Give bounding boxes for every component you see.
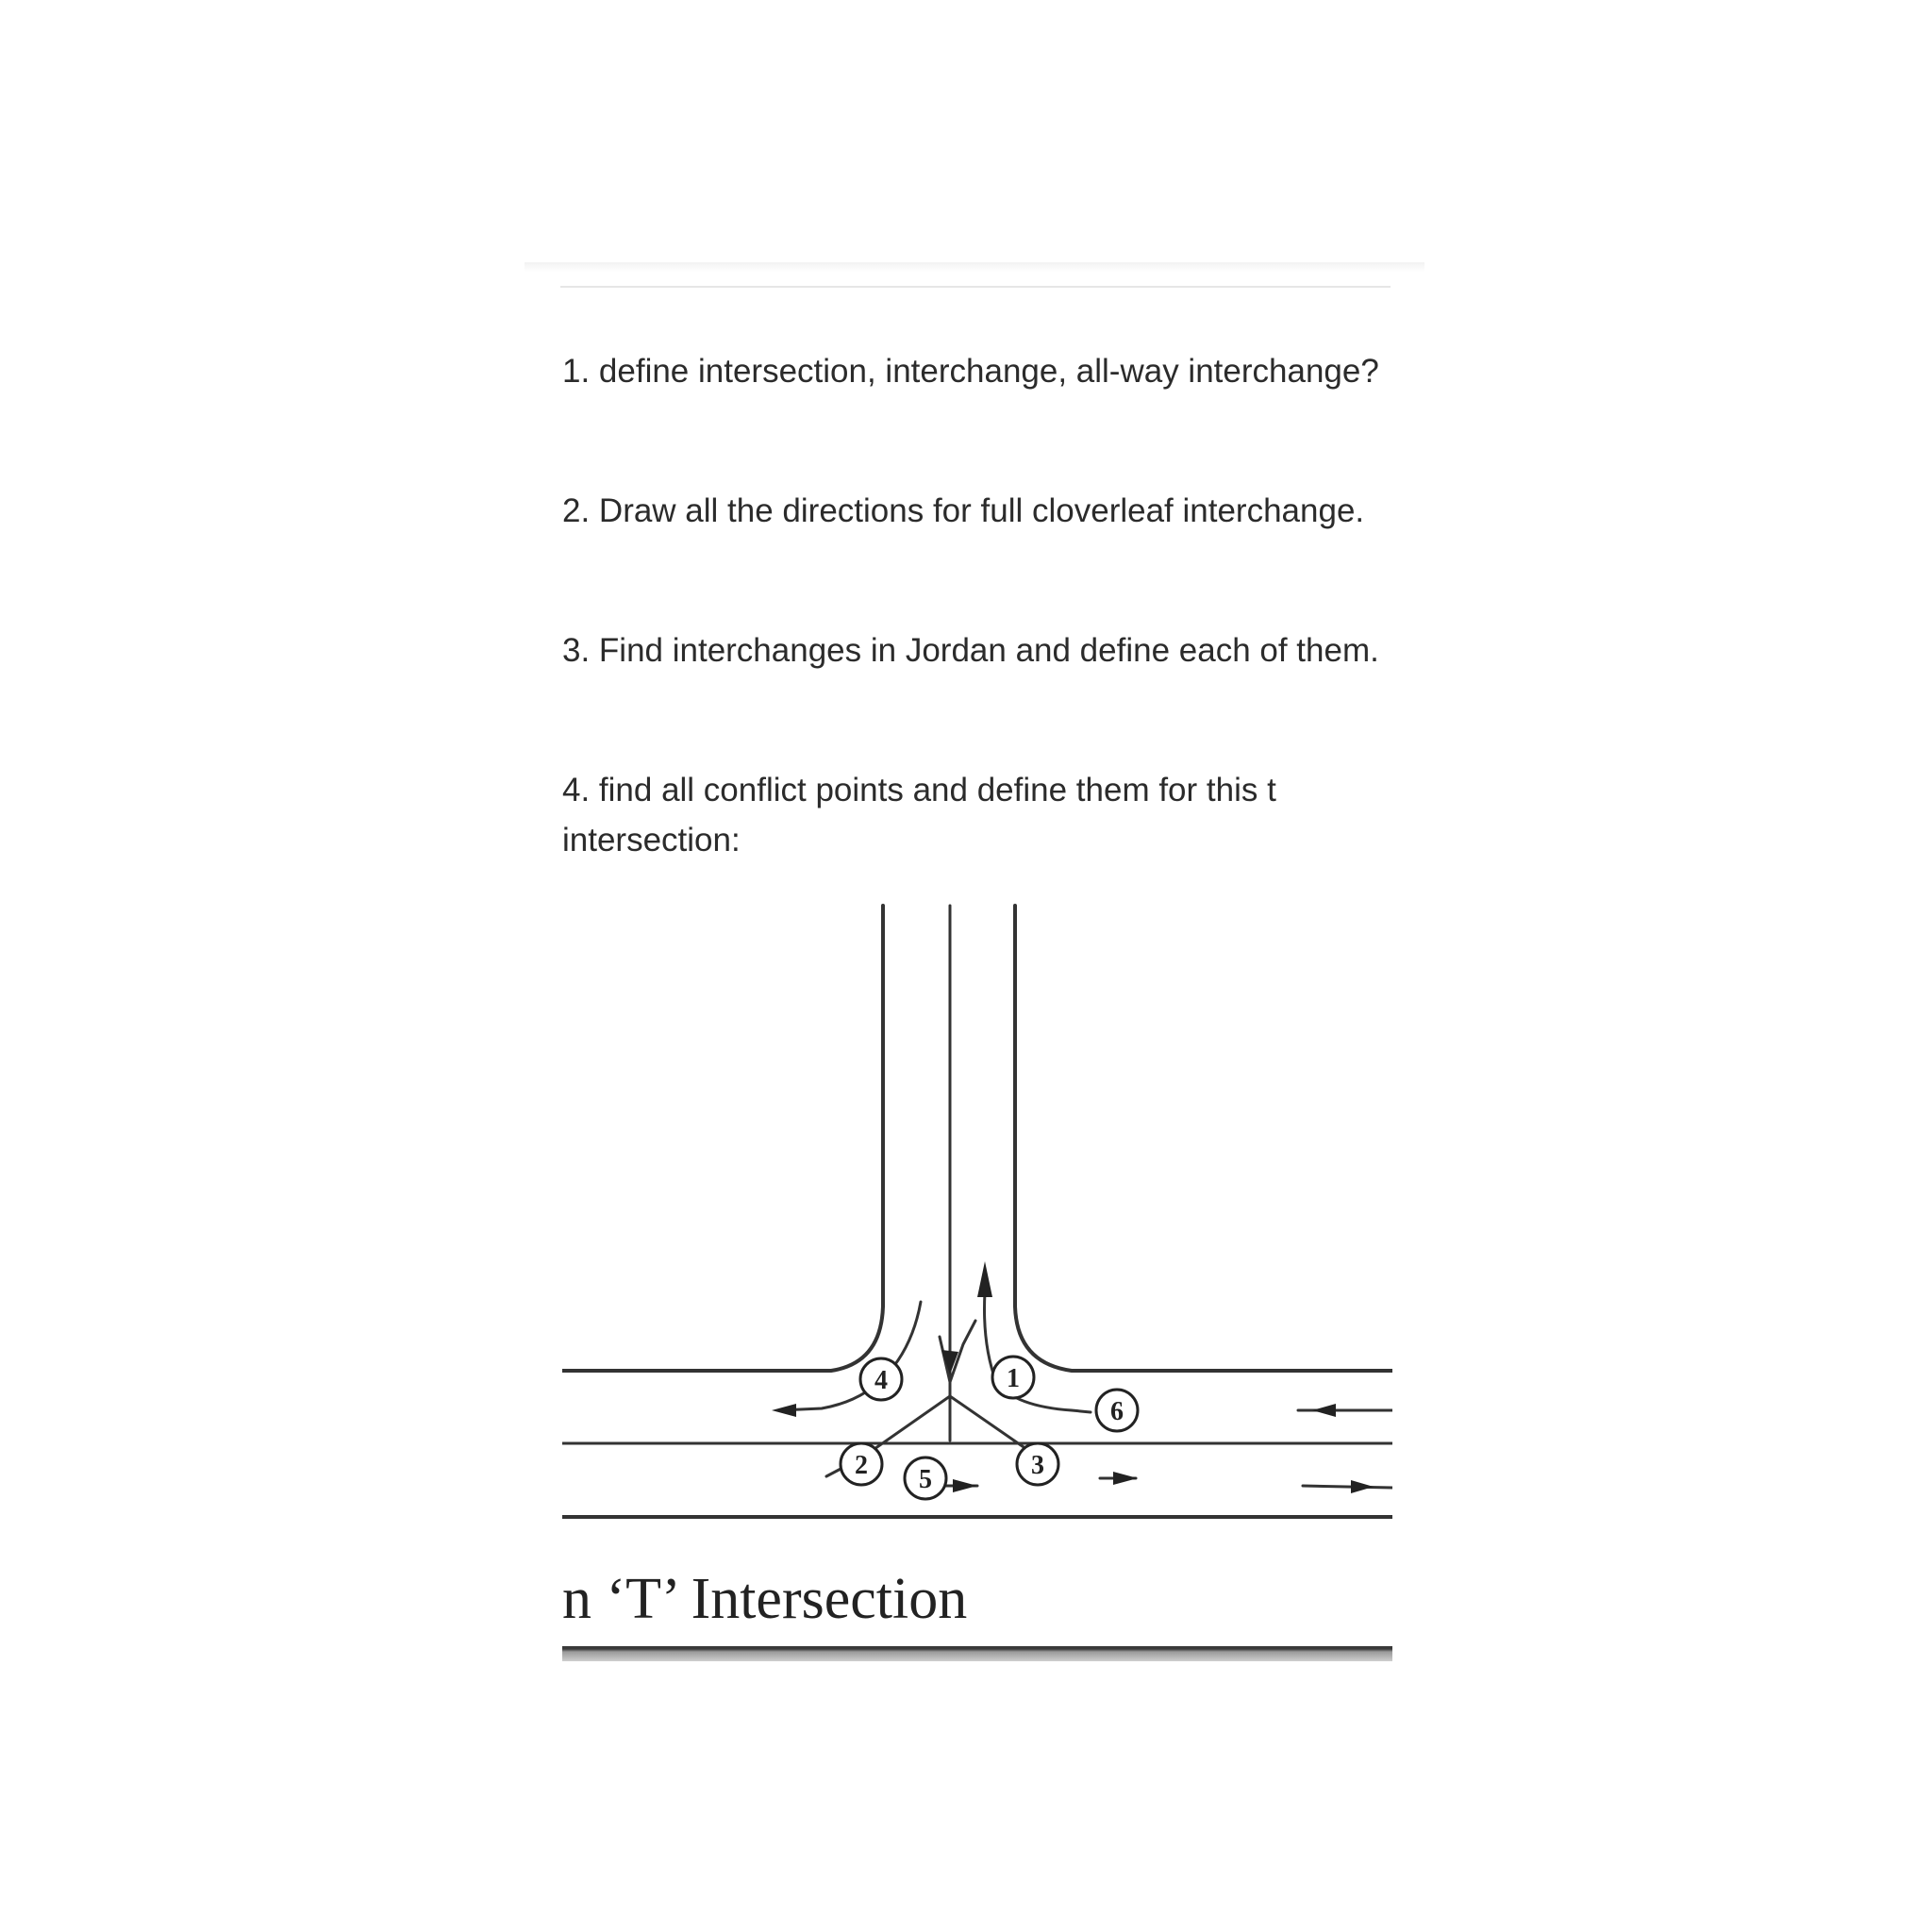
conflict-point-4-label: 4 [874, 1366, 888, 1395]
figure-caption: n ‘T’ Intersection [562, 1567, 968, 1631]
question-4: 4. find all conflict points and define them for this t intersection: [562, 772, 1276, 858]
question-3: 3. Find interchanges in Jordan and define each of them. [562, 632, 1379, 669]
question-2: 2. Draw all the directions for full cloverleaf interchange. [562, 492, 1365, 529]
conflict-point-5-label: 5 [919, 1465, 932, 1494]
path-left-turn-out [779, 1302, 921, 1410]
arrow-head-upper-right [1312, 1404, 1336, 1417]
road-edge-right [1015, 906, 1392, 1371]
lane-line-lower-right [1303, 1486, 1392, 1488]
t-intersection-figure [562, 901, 1392, 1665]
card-top-shadow [525, 262, 1424, 272]
arrow-head-left-turn [772, 1404, 796, 1417]
conflict-point-2-label: 2 [855, 1451, 868, 1480]
caption-rule [562, 1646, 1392, 1661]
arrow-head-lower-right [1351, 1480, 1374, 1493]
question-1: 1. define intersection, interchange, all-way interchange? [562, 353, 1379, 390]
t-intersection-diagram [562, 901, 1392, 1552]
arrow-head-bottom-mid [953, 1479, 977, 1492]
arrow-head-top [977, 1261, 992, 1297]
road-edge-left [562, 906, 883, 1371]
conflict-point-6-label: 6 [1110, 1397, 1124, 1426]
conflict-point-3-label: 3 [1031, 1451, 1044, 1480]
conflict-point-1-label: 1 [1007, 1364, 1020, 1393]
header-divider [560, 286, 1391, 288]
arrow-head-bottom-far [1113, 1472, 1138, 1485]
